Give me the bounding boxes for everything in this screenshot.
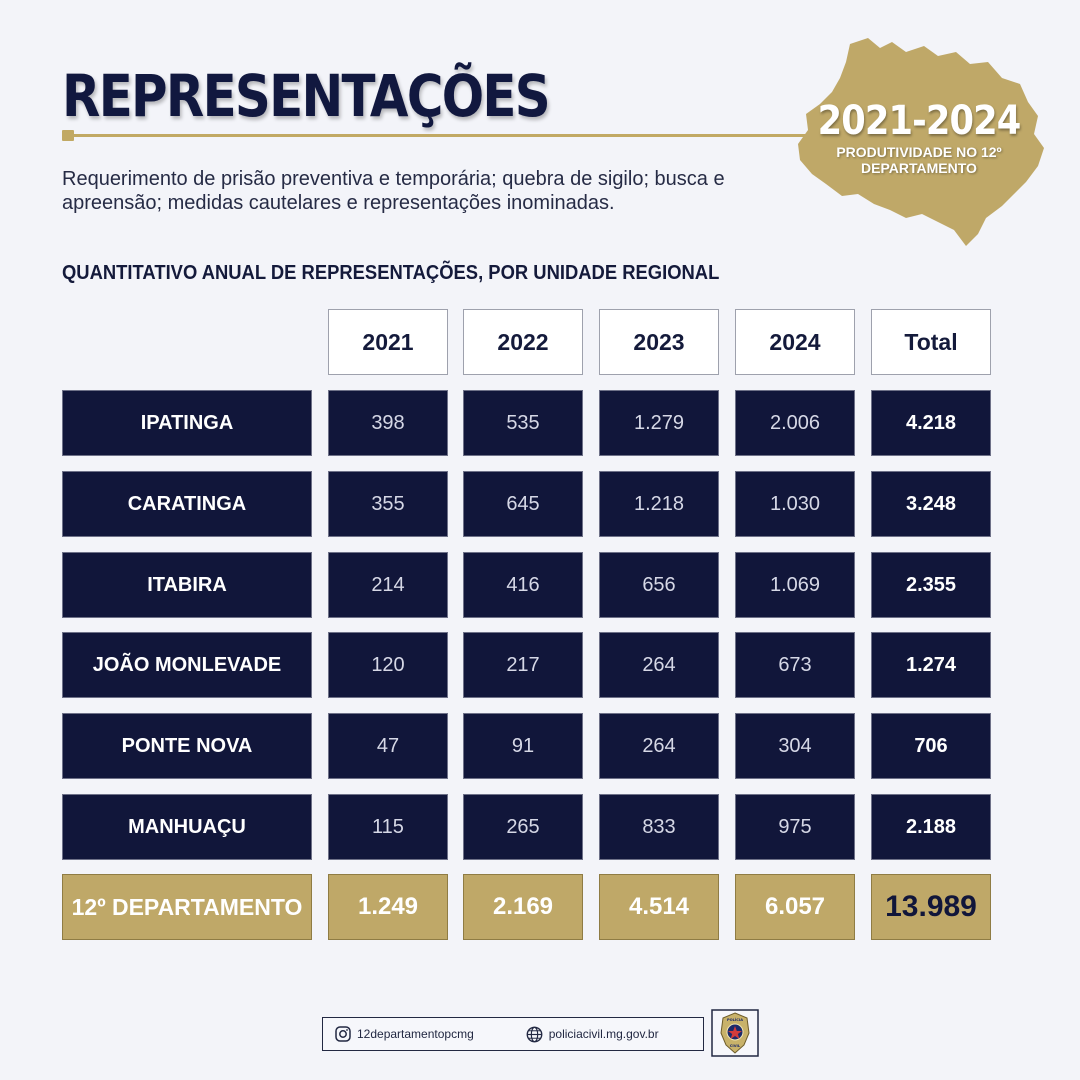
table-heading: QUANTITATIVO ANUAL DE REPRESENTAÇÕES, POR UNIDADE REGIONAL (62, 262, 720, 284)
footer-contact-bar (322, 1017, 704, 1051)
row-total: 3.248 (871, 471, 991, 537)
value-cell: 1.030 (735, 471, 855, 537)
summary-label: 12º DEPARTAMENTO (62, 874, 312, 940)
value-cell: 673 (735, 632, 855, 698)
police-seal-icon (711, 1009, 759, 1057)
row-total: 1.274 (871, 632, 991, 698)
value-cell: 1.218 (599, 471, 719, 537)
title-underline (62, 134, 822, 137)
value-cell: 2.006 (735, 390, 855, 456)
page-title: REPRESENTAÇÕES (62, 62, 549, 130)
column-header-2021: 2021 (328, 309, 448, 375)
grand-total: 13.989 (871, 874, 991, 940)
summary-value: 1.249 (328, 874, 448, 940)
value-cell: 304 (735, 713, 855, 779)
instagram-icon (335, 1026, 351, 1042)
value-cell: 656 (599, 552, 719, 618)
value-cell: 645 (463, 471, 583, 537)
value-cell: 264 (599, 713, 719, 779)
value-cell: 975 (735, 794, 855, 860)
period-badge (788, 34, 1050, 250)
row-total: 2.188 (871, 794, 991, 860)
value-cell: 265 (463, 794, 583, 860)
value-cell: 416 (463, 552, 583, 618)
website-url: policiacivil.mg.gov.br (548, 1027, 659, 1041)
region-label: IPATINGA (62, 390, 312, 456)
page-subtitle: Requerimento de prisão preventiva e temporária; quebra de sigilo; busca e apreensão; medidas cautelares e representações inominadas. (62, 168, 725, 214)
title-underline-marker (62, 130, 74, 141)
badge-caption: PRODUTIVIDADE NO 12º DEPARTAMENTO (836, 144, 1002, 176)
instagram-link[interactable] (335, 1026, 474, 1042)
value-cell: 1.069 (735, 552, 855, 618)
column-header-2023: 2023 (599, 309, 719, 375)
value-cell: 115 (328, 794, 448, 860)
row-total: 2.355 (871, 552, 991, 618)
summary-value: 4.514 (599, 874, 719, 940)
value-cell: 535 (463, 390, 583, 456)
value-cell: 217 (463, 632, 583, 698)
value-cell: 833 (599, 794, 719, 860)
value-cell: 91 (463, 713, 583, 779)
website-link[interactable] (526, 1026, 659, 1043)
region-label: JOÃO MONLEVADE (62, 632, 312, 698)
region-label: MANHUAÇU (62, 794, 312, 860)
row-total: 4.218 (871, 390, 991, 456)
seal-bottom-text: CIVIL (729, 1044, 741, 1048)
value-cell: 120 (328, 632, 448, 698)
value-cell: 47 (328, 713, 448, 779)
globe-icon (526, 1026, 543, 1043)
region-label: ITABIRA (62, 552, 312, 618)
region-label: PONTE NOVA (62, 713, 312, 779)
region-label: CARATINGA (62, 471, 312, 537)
value-cell: 398 (328, 390, 448, 456)
seal-top-text: POLÍCIA (726, 1018, 744, 1022)
summary-value: 6.057 (735, 874, 855, 940)
column-header-2022: 2022 (463, 309, 583, 375)
column-header-2024: 2024 (735, 309, 855, 375)
instagram-handle: 12departamentopcmg (357, 1027, 474, 1041)
summary-value: 2.169 (463, 874, 583, 940)
row-total: 706 (871, 713, 991, 779)
value-cell: 355 (328, 471, 448, 537)
value-cell: 214 (328, 552, 448, 618)
badge-years: 2021-2024 (817, 98, 1021, 144)
value-cell: 1.279 (599, 390, 719, 456)
value-cell: 264 (599, 632, 719, 698)
column-header-total: Total (871, 309, 991, 375)
